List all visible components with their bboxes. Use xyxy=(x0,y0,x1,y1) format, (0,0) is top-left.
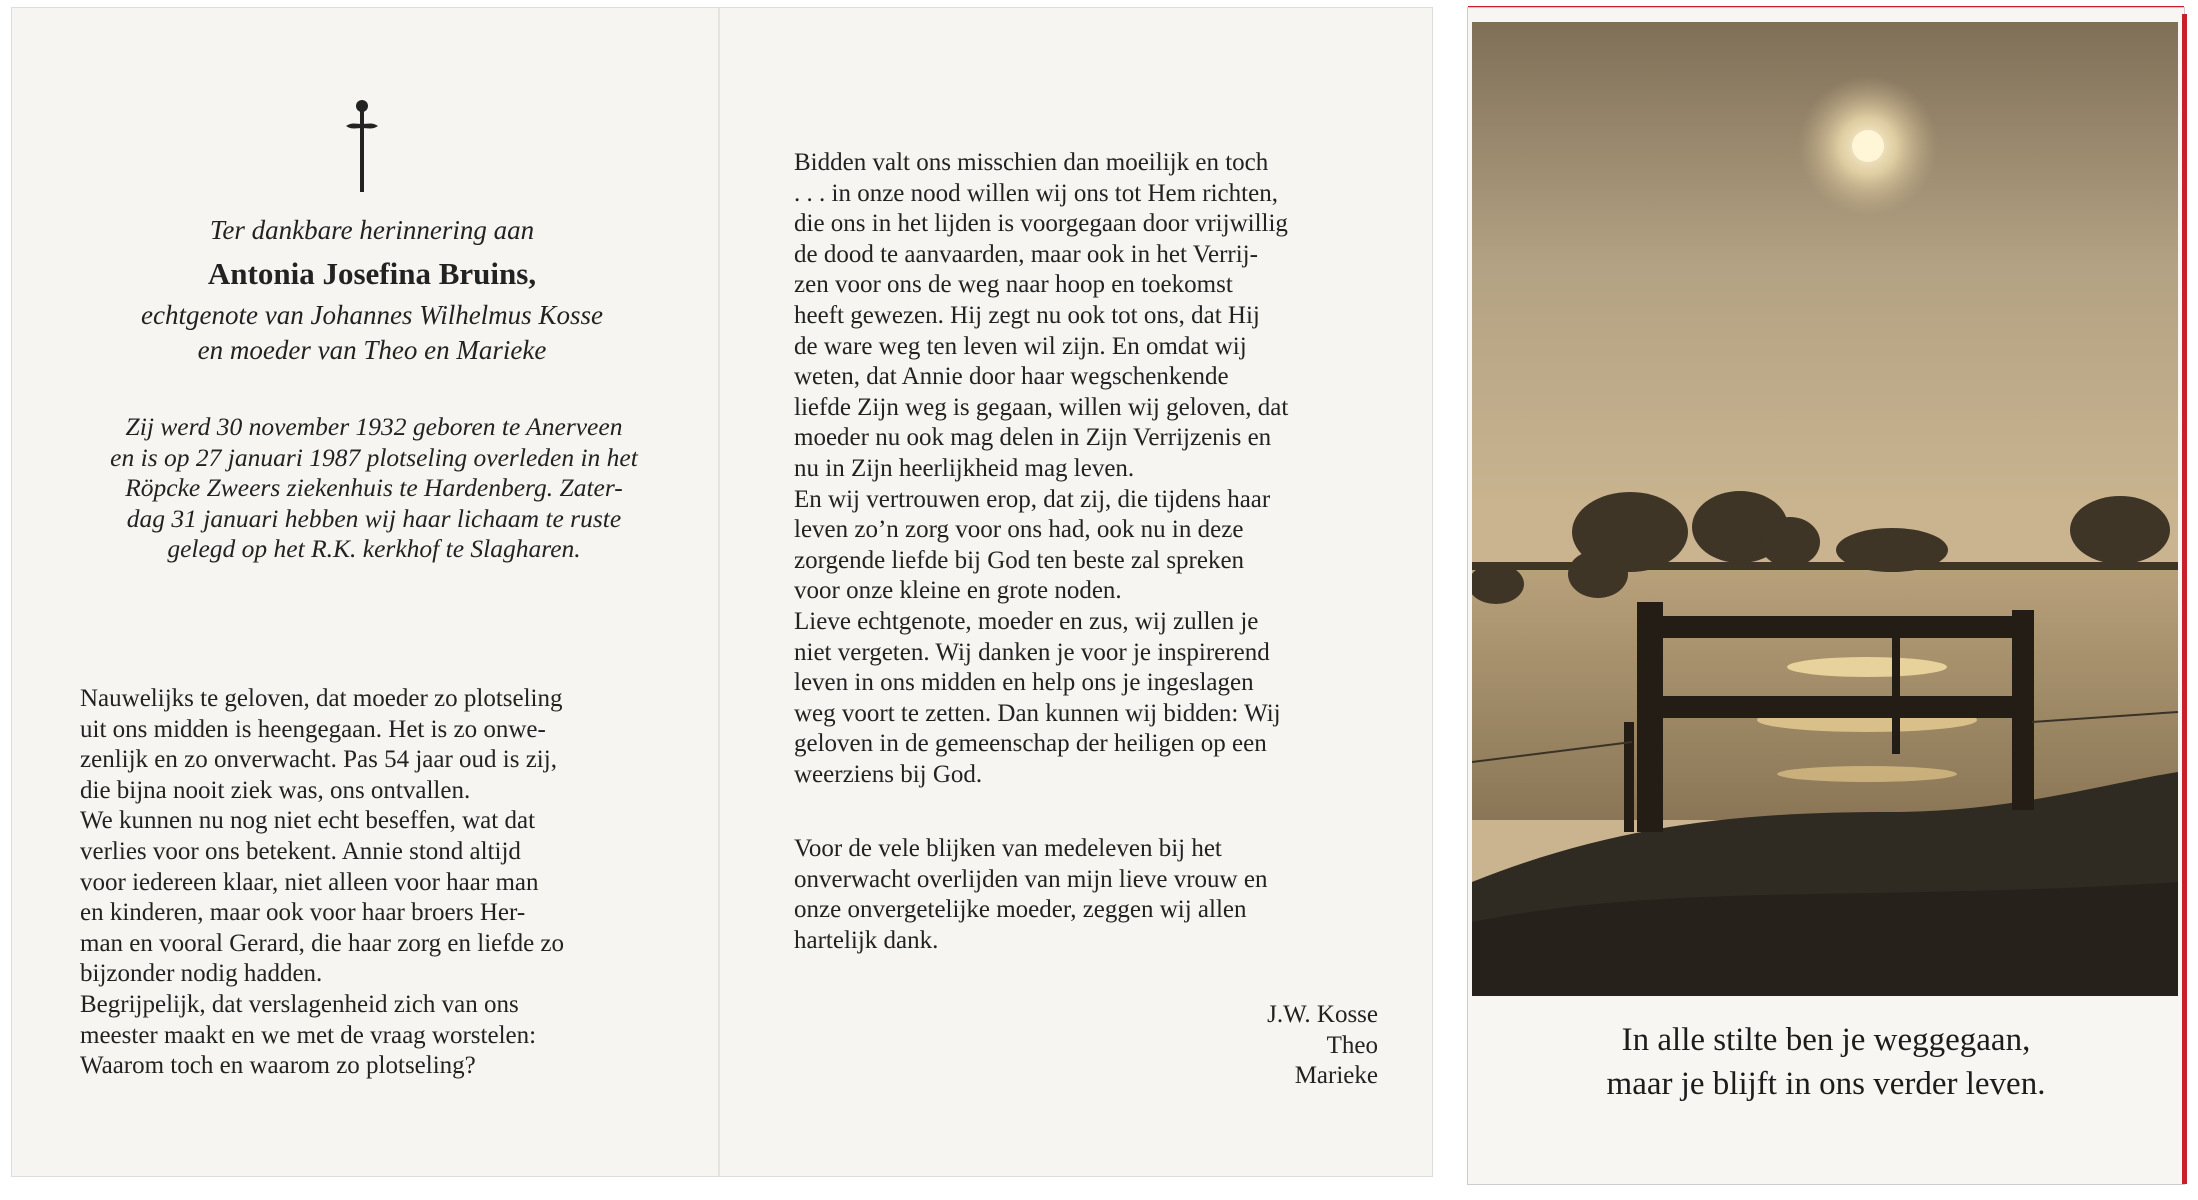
text-line: niet vergeten. Wij danken je voor je inspirerend xyxy=(794,638,1270,666)
memorial-card-inside xyxy=(12,8,1432,1176)
signature-line: Theo xyxy=(1326,1031,1378,1059)
children-line: en moeder van Theo en Marieke xyxy=(197,335,547,365)
text-line: man en vooral Gerard, die haar zorg en liefde zo xyxy=(80,929,565,957)
text-line: Lieve echtgenote, moeder en zus, wij zullen je xyxy=(794,607,1259,635)
text-line: weerziens bij God. xyxy=(794,760,983,788)
text-line: Begrijpelijk, dat verslagenheid zich van ons xyxy=(80,990,519,1018)
caption-line: maar je blijft in ons verder leven. xyxy=(1606,1066,2046,1102)
signature-line: Marieke xyxy=(1294,1062,1378,1089)
text-line: geloven in de gemeenschap der heiligen op een xyxy=(794,730,1267,758)
text-line: Nauwelijks te geloven, dat moeder zo plotseling xyxy=(80,685,563,712)
text-line: nu in Zijn heerlijkheid mag leven. xyxy=(794,454,1135,482)
dedication-block xyxy=(82,213,662,368)
memorial-card-front xyxy=(1468,8,2184,1184)
text-line: de ware weg ten leven wil zijn. En omdat wij xyxy=(794,332,1247,360)
dedication-line: Ter dankbare herinnering aan xyxy=(209,215,535,245)
text-line: weten, dat Annie door haar wegschenkende xyxy=(794,363,1229,391)
text-line: voor iedereen klaar, niet alleen voor haar man xyxy=(80,868,539,896)
text-line: bijzonder nodig hadden. xyxy=(80,960,323,988)
cross-icon xyxy=(342,98,382,198)
signature-line: J.W. Kosse xyxy=(1267,1001,1378,1028)
text-line: Bidden valt ons misschien dan moeilijk en toch xyxy=(794,149,1269,176)
thanks-text xyxy=(794,834,1382,956)
text-line: voor onze kleine en grote noden. xyxy=(794,577,1122,605)
text-line: onze onvergetelijke moeder, zeggen wij allen xyxy=(794,896,1247,924)
text-line: We kunnen nu nog niet echt beseffen, wat dat xyxy=(80,807,536,835)
deceased-name: Antonia Josefina Bruins, xyxy=(207,256,537,291)
life-info xyxy=(82,412,666,565)
info-line: en is op 27 januari 1987 plotseling overleden in het xyxy=(110,442,638,472)
text-line: en kinderen, maar ook voor haar broers Her- xyxy=(80,899,526,927)
text-line: zen voor ons de weg naar hoop en toekomst xyxy=(794,271,1233,299)
landscape-photo xyxy=(1472,22,2178,996)
card-edge-side xyxy=(2182,14,2187,1184)
text-line: weg voort te zetten. Dan kunnen wij bidden: Wij xyxy=(794,699,1281,727)
text-line: de dood te aanvaarden, maar ook in het Verrij- xyxy=(794,240,1258,268)
text-line: zenlijk en zo onverwacht. Pas 54 jaar oud is zij, xyxy=(80,746,557,774)
text-line: uit ons midden is heengegaan. Het is zo onwe- xyxy=(80,715,546,743)
text-line: En wij vertrouwen erop, dat zij, die tijdens haar xyxy=(794,485,1271,513)
text-line: Voor de vele blijken van medeleven bij het xyxy=(794,835,1222,862)
text-line: leven in ons midden en help ons je ingeslagen xyxy=(794,669,1254,697)
text-line: . . . in onze nood willen wij ons tot Hem richten, xyxy=(794,179,1278,207)
text-line: zorgende liefde bij God ten beste zal spreken xyxy=(794,546,1245,574)
caption xyxy=(1468,1018,2184,1106)
spouse-line: echtgenote van Johannes Wilhelmus Kosse xyxy=(141,300,603,330)
info-line: dag 31 januari hebben wij haar lichaam te ruste xyxy=(126,503,622,533)
text-line: heeft gewezen. Hij zegt nu ook tot ons, dat Hij xyxy=(794,301,1260,329)
text-line: Waarom toch en waarom zo plotseling? xyxy=(80,1052,476,1080)
text-line: die bijna nooit ziek was, ons ontvallen. xyxy=(80,776,471,804)
left-body-text xyxy=(80,684,670,1082)
caption-line: In alle stilte ben je weggegaan, xyxy=(1621,1022,2031,1058)
signatures xyxy=(1192,1000,1378,1092)
card-fold xyxy=(718,8,720,1176)
text-line: leven zo’n zorg voor ons had, ook nu in deze xyxy=(794,516,1244,544)
info-line: gelegd op het R.K. kerkhof te Slagharen. xyxy=(167,534,581,563)
middle-body-text xyxy=(794,148,1382,790)
text-line: die ons in het lijden is voorgegaan door vrijwillig xyxy=(794,210,1288,238)
text-line: hartelijk dank. xyxy=(794,926,939,954)
text-line: liefde Zijn weg is gegaan, willen wij geloven, dat xyxy=(794,393,1289,421)
info-line: Röpcke Zweers ziekenhuis te Hardenberg. Zater- xyxy=(125,473,623,502)
text-line: meester maakt en we met de vraag worstelen: xyxy=(80,1021,537,1049)
info-line: Zij werd 30 november 1932 geboren te Anerveen xyxy=(125,412,623,441)
text-line: onverwacht overlijden van mijn lieve vrouw en xyxy=(794,865,1268,893)
text-line: verlies voor ons betekent. Annie stond altijd xyxy=(80,837,521,865)
text-line: moeder nu ook mag delen in Zijn Verrijzenis en xyxy=(794,424,1272,452)
